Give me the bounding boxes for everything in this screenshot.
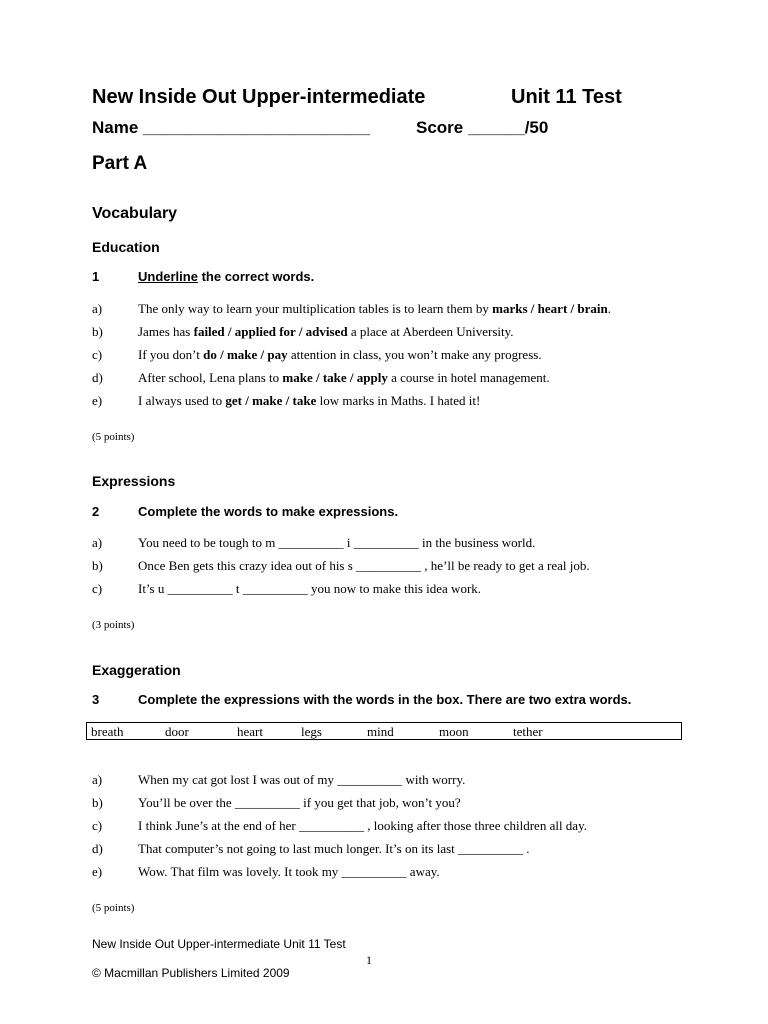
word-box [86,722,682,740]
copyright: © Macmillan Publishers Limited 2009 [92,966,290,980]
word-box-item: tether [513,724,543,739]
unit-label: Unit 11 Test [511,86,622,108]
item-text: I think June’s at the end of her __________ , looking after those three children all day. [138,818,587,833]
item-text: The only way to learn your multiplication tables is to learn them by marks / heart / brain. [138,301,611,316]
word-box-item: moon [439,724,469,739]
item-text: You’ll be over the __________ if you get that job, won’t you? [138,795,461,810]
word-box-item: heart [237,724,263,739]
footer-title: New Inside Out Upper-intermediate Unit 11 Test [92,937,346,951]
exercise-instruction: Complete the expressions with the words in the box. There are two extra words. [138,692,632,707]
item-text: It’s u __________ t __________ you now to make this idea work. [138,581,482,596]
expressions-heading: Expressions [92,473,176,489]
exercise-number: 1 [92,269,100,284]
points-label: (3 points) [92,619,135,631]
item-text: After school, Lena plans to make / take / apply a course in hotel management. [138,370,550,385]
score-field: Score ______/50 [416,118,549,137]
item-letter: c) [92,347,103,362]
word-box-item: breath [91,724,124,739]
word-box-item: mind [367,724,394,739]
item-text: When my cat got lost I was out of my __________ with worry. [138,772,466,787]
item-letter: e) [92,393,103,408]
item-text: I always used to get / make / take low marks in Maths. I hated it! [138,393,481,408]
item-text: Once Ben gets this crazy idea out of his s __________ , he’ll be ready to get a real job. [138,558,590,573]
item-letter: b) [92,324,103,339]
exaggeration-heading: Exaggeration [92,662,181,678]
item-text: If you don’t do / make / pay attention in class, you won’t make any progress. [138,347,542,362]
exercise-number: 2 [92,504,100,519]
item-text: James has failed / applied for / advised a place at Aberdeen University. [138,324,514,339]
section-title: Vocabulary [92,205,178,222]
page-number: 1 [366,953,372,967]
item-letter: a) [92,772,103,787]
item-text: That computer’s not going to last much longer. It’s on its last __________ . [138,841,530,856]
exercise-number: 3 [92,692,100,707]
item-letter: e) [92,864,103,879]
word-box-item: door [165,724,189,739]
exercise-instruction: Complete the words to make expressions. [138,504,399,519]
item-text: Wow. That film was lovely. It took my __________ away. [138,864,440,879]
word-box-item: legs [301,724,322,739]
points-label: (5 points) [92,902,135,914]
item-letter: c) [92,581,103,596]
item-letter: b) [92,795,103,810]
page-title: New Inside Out Upper-intermediate [92,86,426,108]
part-title: Part A [92,153,148,174]
item-letter: d) [92,841,103,856]
points-label: (5 points) [92,431,135,443]
item-letter: d) [92,370,103,385]
name-field: Name ________________________ [92,118,370,137]
education-heading: Education [92,239,160,255]
item-letter: c) [92,818,103,833]
exercise-instruction: Underline the correct words. [138,269,315,284]
item-letter: a) [92,535,103,550]
item-text: You need to be tough to m __________ i __________ in the business world. [138,535,536,550]
item-letter: b) [92,558,103,573]
item-letter: a) [92,301,103,316]
